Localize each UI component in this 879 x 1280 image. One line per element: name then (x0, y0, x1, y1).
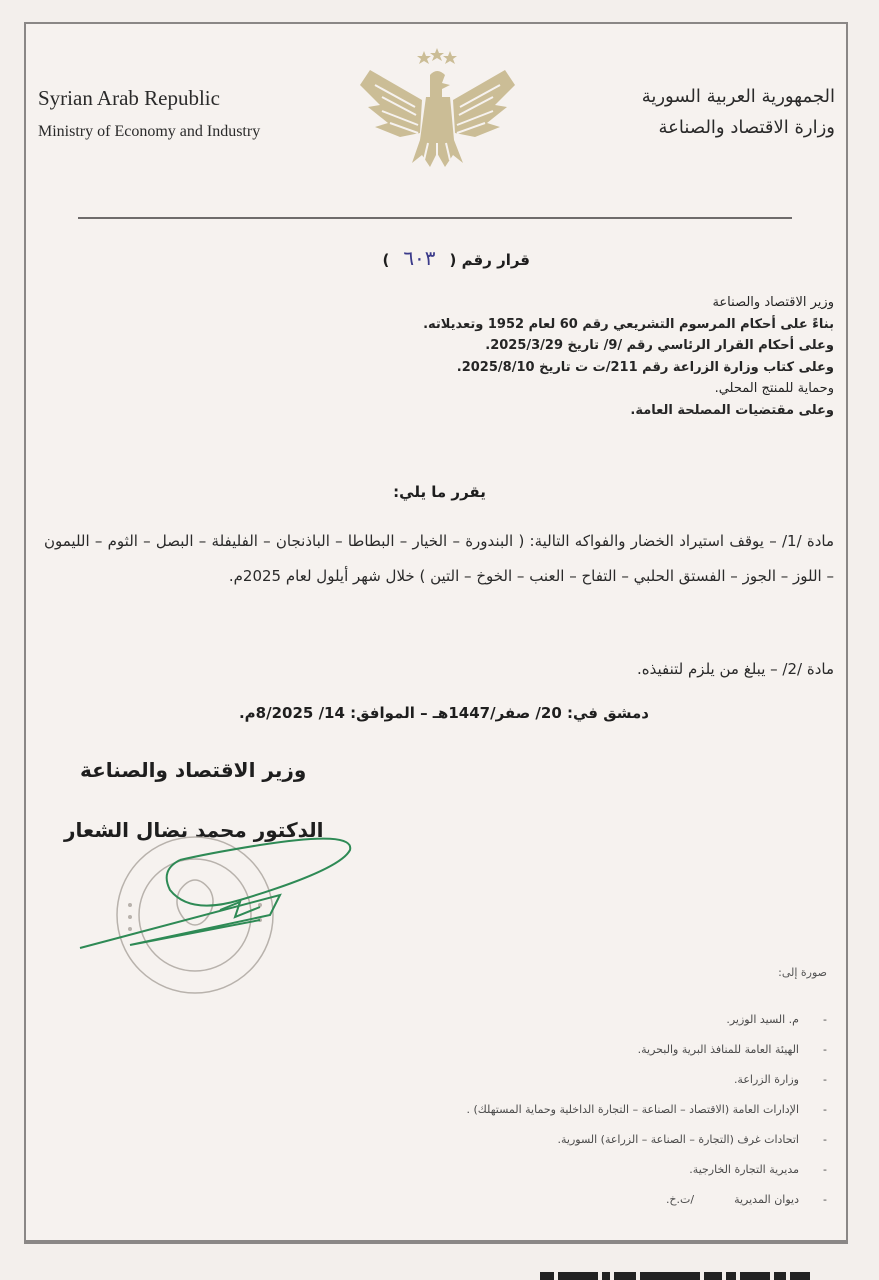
article-label: مادة /1/ – (769, 532, 834, 550)
arabic-letterhead (642, 86, 835, 138)
article-1 (44, 524, 834, 594)
official-stamp-and-signature-icon (70, 820, 370, 1000)
eagle-emblem-icon (360, 45, 515, 170)
article-text: يوقف استيراد الخضار والفواكه التالية: ( البندورة – الخيار – البطاطا – الباذنجان – الفليفلة – البصل – الثوم – الليمون – اللوز – الجوز – الفستق الحلبي – التفاح – العنب – الخوخ – التين ) خلال شهر أيلول لعام 2025م. (44, 532, 834, 585)
copies-label: صورة إلى: (778, 966, 827, 979)
preamble-line: وعلى كتاب وزارة الزراعة رقم 211/ت ت تاريخ 2025/8/10. (456, 359, 834, 375)
preamble-line: وعلى أحكام القرار الرئاسي رقم /9/ تاريخ 2025/3/29. (485, 338, 834, 353)
decision-number: ٦٠٣ (403, 246, 436, 270)
copy-recipient: -الإدارات العامة (الاقتصاد – الصناعة – التجارة الداخلية وحماية المستهلك) . (466, 1103, 827, 1116)
signatory-name: الدكتور محمد نضال الشعار (64, 818, 324, 842)
preamble-line: وحماية للمنتج المحلي. (714, 381, 834, 396)
ministry-name-ar: وزارة الاقتصاد والصناعة (658, 117, 835, 138)
preamble (234, 292, 834, 421)
article-text: يبلغ من يلزم لتنفيذه. (637, 660, 766, 678)
copy-recipient: -ديوان المديرية/ت.خ. (267, 1190, 827, 1220)
english-letterhead (38, 86, 260, 141)
preamble-line: بناءً على أحكام المرسوم التشريعي رقم 60 لعام 1952 وتعديلاته. (423, 316, 834, 332)
article-2 (44, 652, 834, 687)
preamble-line: وزير الاقتصاد والصناعة (712, 295, 834, 310)
copy-recipient: -مديرية التجارة الخارجية. (689, 1163, 827, 1176)
country-name-ar: الجمهورية العربية السورية (641, 86, 835, 107)
decision-label: قرار رقم ( (449, 251, 530, 269)
copy-recipient: -الهيئة العامة للمنافذ البرية والبحرية. (637, 1043, 827, 1056)
cropped-bottom-text (540, 1268, 879, 1280)
copy-recipient: -م. السيد الوزير. (726, 1013, 827, 1026)
ministry-name-en: Ministry of Economy and Industry (38, 123, 261, 140)
header-divider (78, 217, 792, 219)
resolves-heading: يقرر ما يلي: (393, 483, 486, 501)
copy-recipient: -اتحادات غرف (التجارة – الصناعة – الزراعة) السورية. (557, 1133, 827, 1146)
date-line: دمشق في: 20/ صفر/1447هـ – الموافق: 14/ 8/2025م. (238, 704, 649, 722)
decision-close-paren: ) (382, 251, 390, 269)
article-label: مادة /2/ – (770, 660, 834, 678)
decision-number-line (340, 246, 530, 270)
reference-code: /ت.خ. (665, 1193, 695, 1206)
copies-list (267, 1010, 827, 1220)
signatory-title: وزير الاقتصاد والصناعة (80, 758, 307, 782)
country-name-en: Syrian Arab Republic (38, 86, 220, 110)
copy-recipient: -وزارة الزراعة. (733, 1073, 827, 1086)
preamble-line: وعلى مقتضيات المصلحة العامة. (630, 402, 834, 418)
